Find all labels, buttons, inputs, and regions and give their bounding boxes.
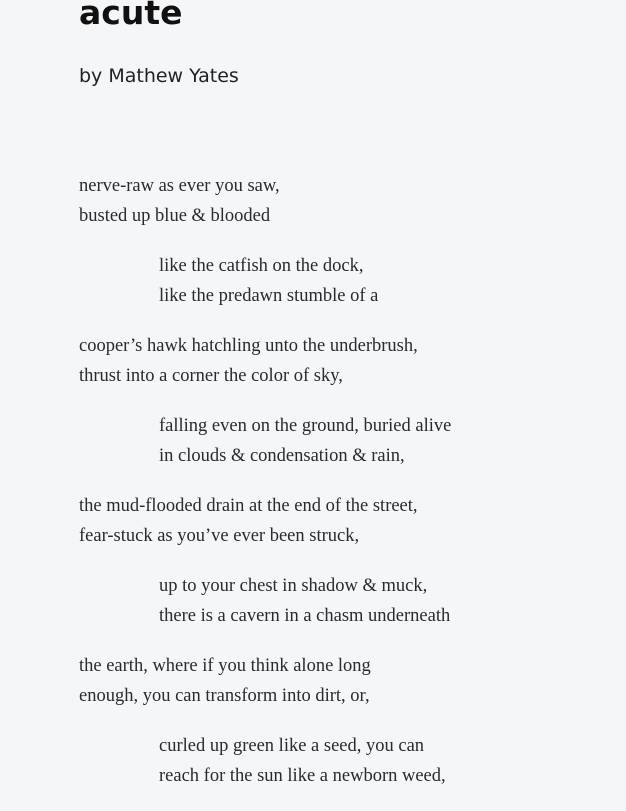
poem-line: thrust into a corner the color of sky, [79,366,343,386]
poem-line: nerve-raw as ever you saw, [79,176,280,196]
poem-line: cooper’s hawk hatchling unto the underbrush, [79,336,418,356]
stanza [79,331,619,391]
poem-line: up to your chest in shadow & muck, [159,576,428,596]
stanza [79,651,619,711]
poem-body [79,171,619,811]
poem-line: fear-stuck as you’ve ever been struck, [79,526,360,546]
poem-line: the earth, where if you think alone long [79,656,371,676]
stanza [79,171,619,231]
poem-byline: by Mathew Yates [79,65,239,87]
stanza [79,491,619,551]
poem-line: there is a cavern in a chasm underneath [159,606,451,626]
stanza-indented [79,731,619,791]
poem-line: like the catfish on the dock, [159,256,364,276]
poem-line: curled up green like a seed, you can [159,736,425,756]
stanza-indented [79,571,619,631]
poem-line: falling even on the ground, buried alive [159,416,452,436]
poem-line: in clouds & condensation & rain, [159,446,405,466]
poem-line: the mud-flooded drain at the end of the street, [79,496,418,516]
poem-title: acute [79,0,183,32]
stanza-indented [79,411,619,471]
poem-line: busted up blue & blooded [79,206,271,226]
poem-line: enough, you can transform into dirt, or, [79,686,370,706]
stanza-indented [79,251,619,311]
poem-line: like the predawn stumble of a [159,286,379,306]
poem-line: reach for the sun like a newborn weed, [159,766,446,786]
